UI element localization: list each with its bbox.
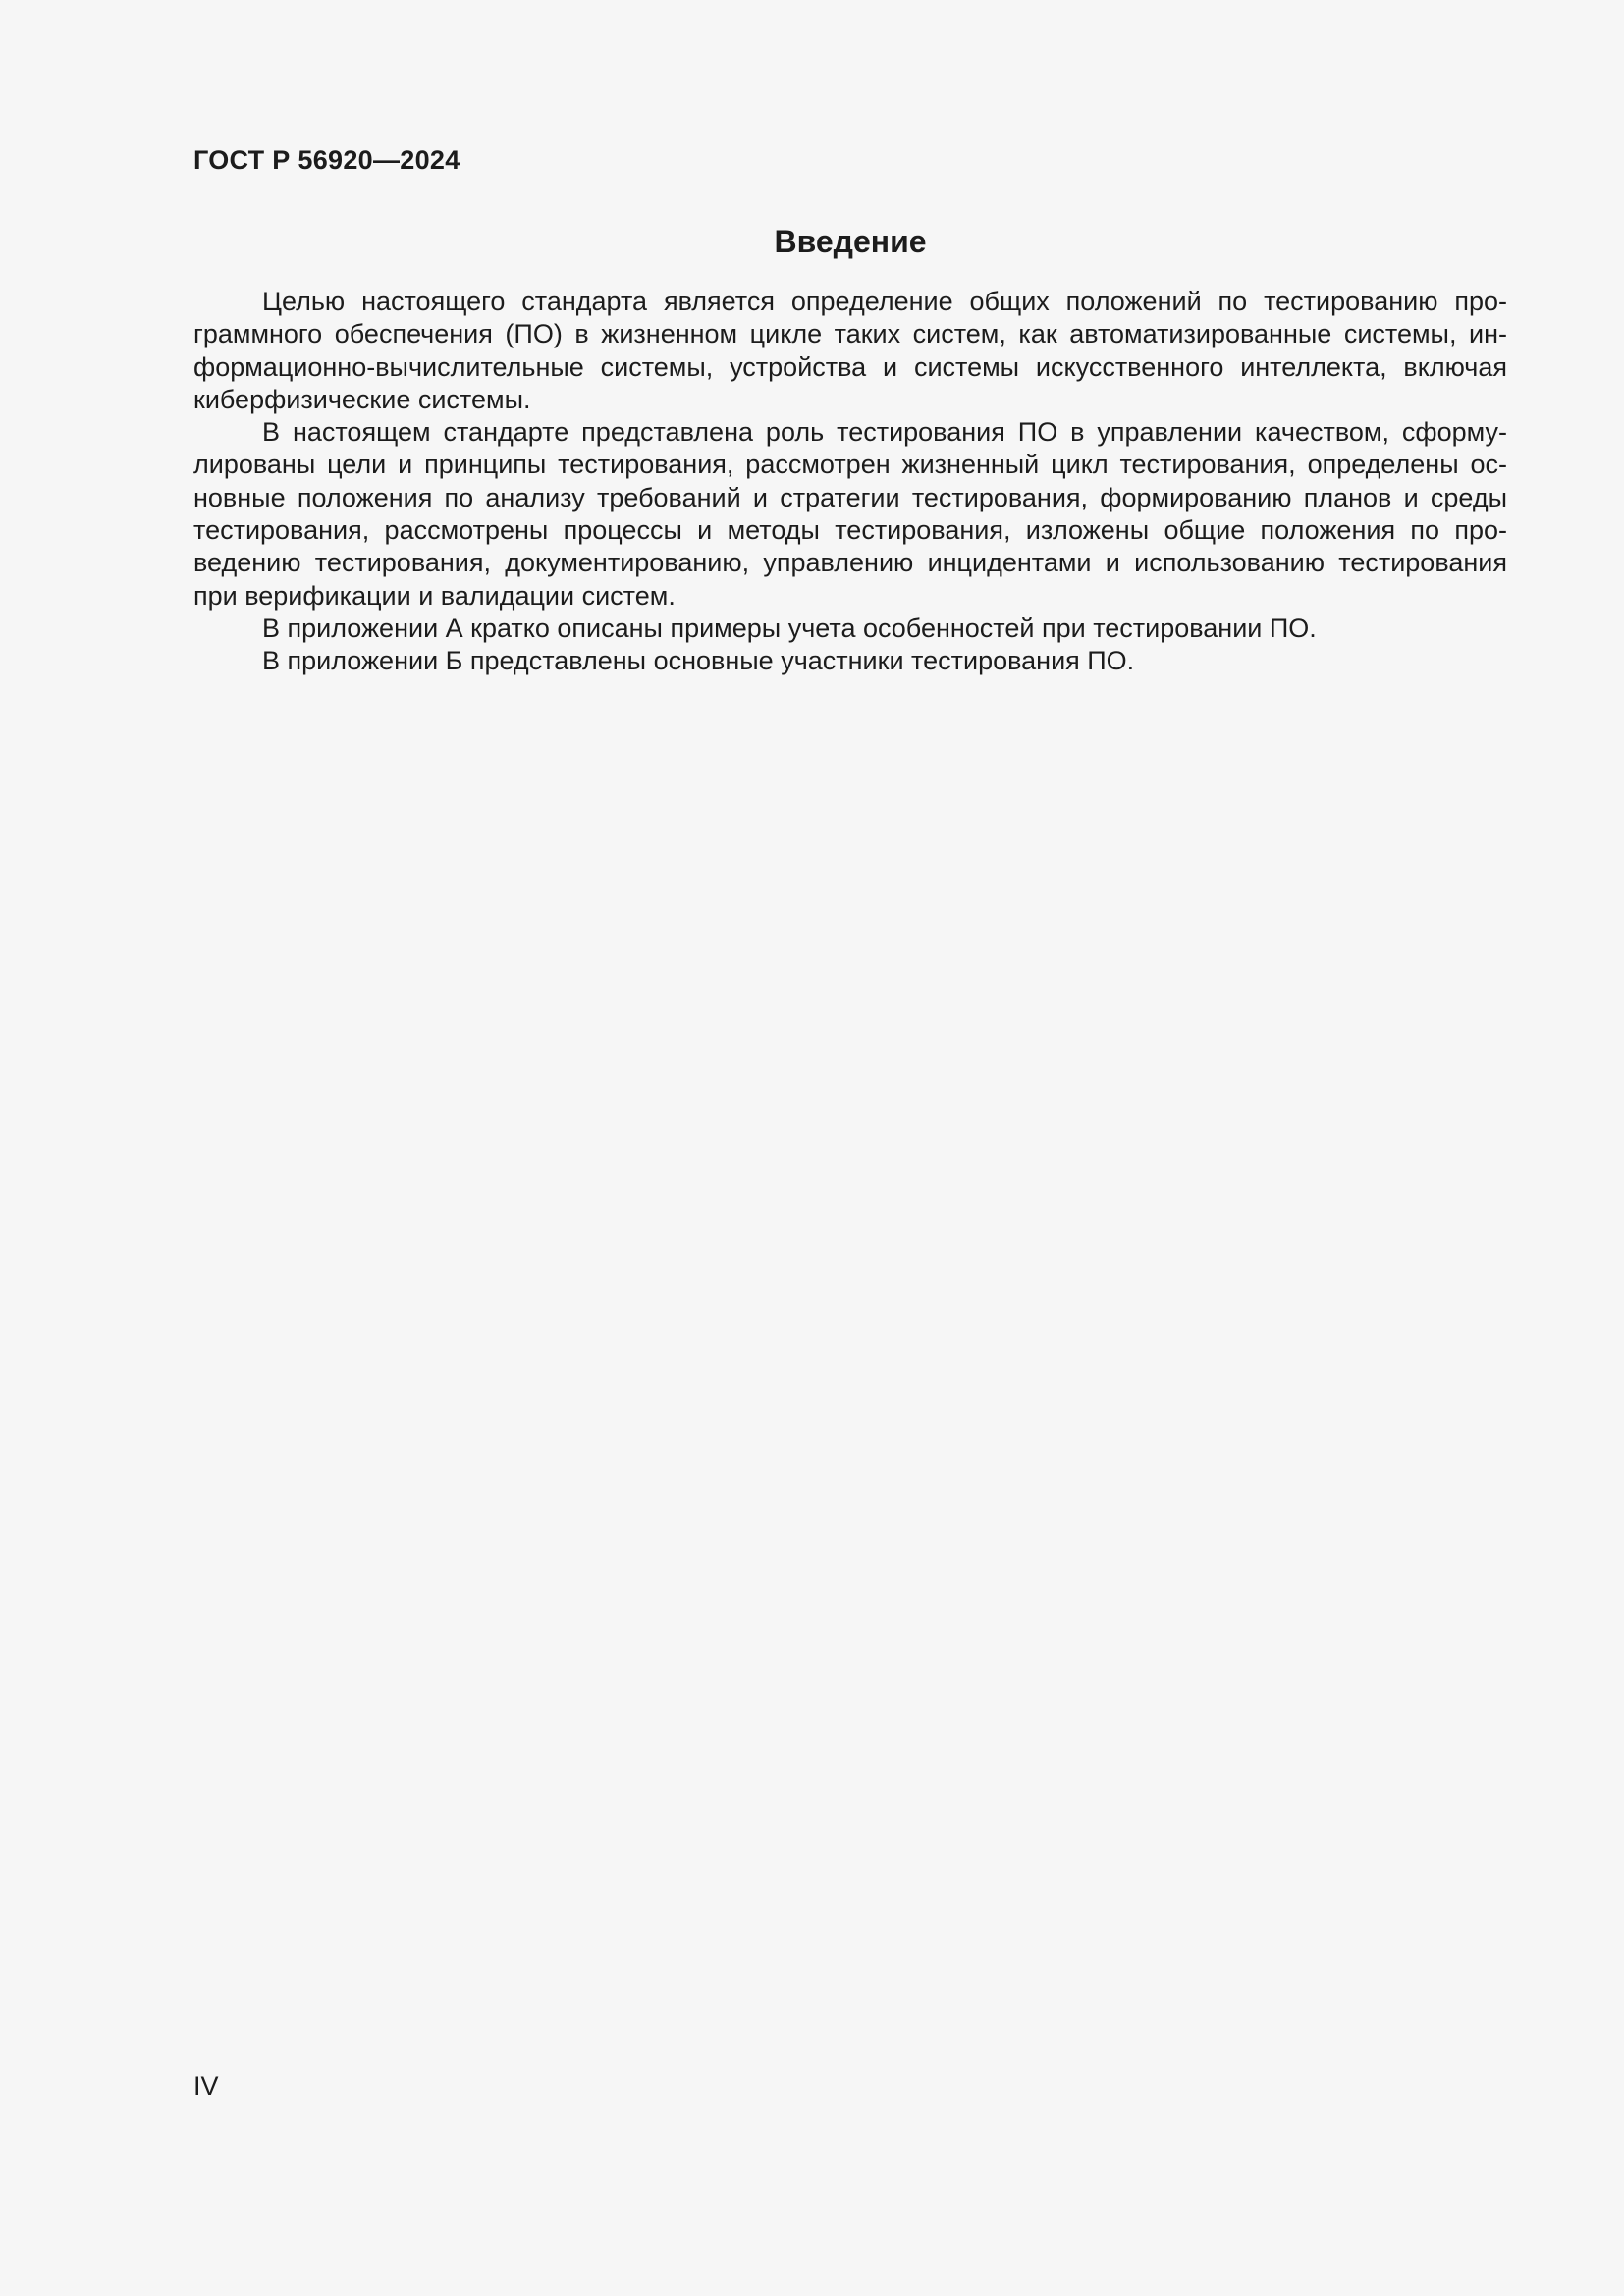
section-title: Введение [774, 224, 927, 259]
paragraph [193, 416, 1507, 613]
paragraph-line: В приложении Б представлены основные участники тестирования ПО. [262, 646, 1135, 676]
paragraph [193, 645, 1507, 677]
paragraph-line: при верификации и валидации систем. [193, 580, 676, 611]
paragraph-line: В приложении А кратко описаны примеры учета особенностей при тестировании ПО. [262, 613, 1317, 643]
paragraph-line: граммного обеспечения (ПО) в жизненном цикле таких систем, как автоматизированные системы, ин- [193, 319, 1507, 349]
paragraph-line: киберфизические системы. [193, 384, 531, 414]
paragraph-line: лированы цели и принципы тестирования, рассмотрен жизненный цикл тестирования, определены ос- [193, 450, 1507, 480]
paragraph-line: ведению тестирования, документированию, управлению инцидентами и использованию тестирования [193, 548, 1507, 578]
document-header: ГОСТ Р 56920—2024 [193, 145, 460, 175]
paragraph-line: новные положения по анализу требований и стратегии тестирования, формированию планов и среды [193, 482, 1507, 512]
paragraph-line: формационно-вычислительные системы, устройства и системы искусственного интеллекта, включая [193, 351, 1507, 382]
paragraph-line: тестирования, рассмотрены процессы и методы тестирования, изложены общие положения по про- [193, 515, 1507, 546]
document-body [193, 286, 1507, 678]
paragraph [193, 613, 1507, 645]
page-number: IV [193, 2071, 219, 2101]
paragraph [193, 286, 1507, 416]
paragraph-line: В настоящем стандарте представлена роль тестирования ПО в управлении качеством, сформу- [262, 417, 1507, 448]
paragraph-line: Целью настоящего стандарта является определение общих положений по тестированию про- [262, 287, 1507, 316]
